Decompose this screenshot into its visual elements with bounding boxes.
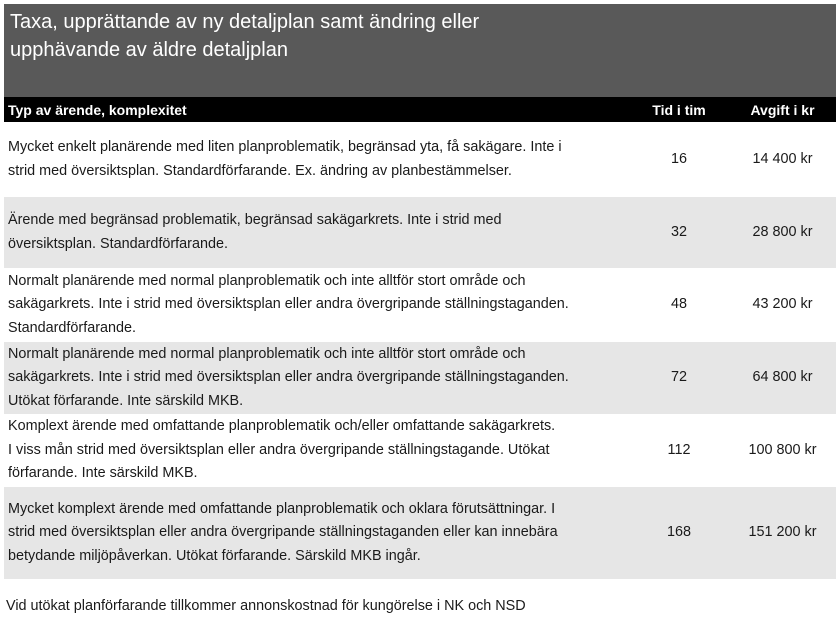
fee-table bbox=[4, 97, 836, 579]
row-description-line: Normalt planärende med normal planproblematik och inte alltför stort område och bbox=[8, 272, 526, 289]
row-description bbox=[4, 343, 629, 414]
row-description-line: Standardförfarande. bbox=[8, 319, 137, 336]
table-row bbox=[4, 487, 836, 579]
row-description-line: Mycket komplext ärende med omfattande planproblematik och oklara förutsättningar. I bbox=[8, 500, 556, 517]
row-fee: 100 800 kr bbox=[748, 441, 817, 458]
footnote: Vid utökat planförfarande tillkommer annonskostnad för kungörelse i NK och NSD bbox=[6, 598, 526, 614]
row-fee: 64 800 kr bbox=[752, 369, 813, 386]
title-line-1: Taxa, upprättande av ny detaljplan samt ändring eller bbox=[10, 11, 480, 33]
table-row bbox=[4, 268, 836, 342]
row-description-line: strid med översiktsplan. Standardförfarande. Ex. ändring av planbestämmelser. bbox=[8, 162, 512, 179]
table-row bbox=[4, 122, 836, 197]
row-description-line: Ärende med begränsad problematik, begränsad sakägarkrets. Inte i strid med bbox=[8, 212, 502, 228]
row-fee: 28 800 kr bbox=[752, 223, 813, 240]
fee-document bbox=[4, 4, 836, 579]
row-time: 48 bbox=[670, 296, 687, 313]
row-description bbox=[4, 498, 629, 569]
header-time: Tid i tim bbox=[652, 101, 706, 118]
row-description-line: betydande miljöpåverkan. Utökat förfarande. Särskild MKB ingår. bbox=[8, 547, 421, 564]
row-fee: 14 400 kr bbox=[752, 150, 813, 167]
row-description bbox=[4, 209, 629, 256]
row-time: 72 bbox=[670, 369, 687, 386]
header-fee: Avgift i kr bbox=[750, 101, 815, 118]
row-time: 112 bbox=[667, 441, 691, 458]
row-description-line: Mycket enkelt planärende med liten planproblematik, begränsad yta, få sakägare. Inte i bbox=[8, 139, 562, 155]
row-description-line: Komplext ärende med omfattande planproblematik och/eller omfattande sakägarkrets. bbox=[8, 418, 556, 435]
row-description-line: Normalt planärende med normal planproblematik och inte alltför stort område och bbox=[8, 345, 526, 362]
table-row bbox=[4, 342, 836, 414]
row-fee: 43 200 kr bbox=[752, 296, 813, 313]
row-fee: 151 200 kr bbox=[748, 524, 817, 541]
row-time: 16 bbox=[670, 150, 687, 167]
title-line-2: upphävande av äldre detaljplan bbox=[10, 39, 288, 61]
document-title bbox=[4, 4, 836, 97]
row-description bbox=[4, 136, 629, 183]
row-description-line: förfarande. Inte särskild MKB. bbox=[8, 465, 198, 482]
row-description bbox=[4, 415, 629, 486]
row-description-line: I viss mån strid med översiktsplan eller andra övergripande ställningstagande. Utökat bbox=[8, 441, 550, 458]
row-time: 32 bbox=[670, 223, 687, 240]
row-description-line: Utökat förfarande. Inte särskild MKB. bbox=[8, 392, 244, 409]
header-description: Typ av ärende, komplexitet bbox=[8, 101, 187, 118]
row-description bbox=[4, 270, 629, 341]
table-row bbox=[4, 414, 836, 487]
row-time: 168 bbox=[666, 524, 691, 541]
row-description-line: översiktsplan. Standardförfarande. bbox=[8, 235, 228, 252]
row-description-line: strid med översiktsplan eller andra övergripande ställningstaganden eller kan innebära bbox=[8, 524, 558, 541]
table-row bbox=[4, 197, 836, 268]
row-description-line: sakägarkrets. Inte i strid med översiktsplan eller andra övergripande ställningstaganden. bbox=[8, 296, 569, 313]
table-header bbox=[4, 97, 836, 122]
row-description-line: sakägarkrets. Inte i strid med översiktsplan eller andra övergripande ställningstaganden. bbox=[8, 369, 569, 386]
